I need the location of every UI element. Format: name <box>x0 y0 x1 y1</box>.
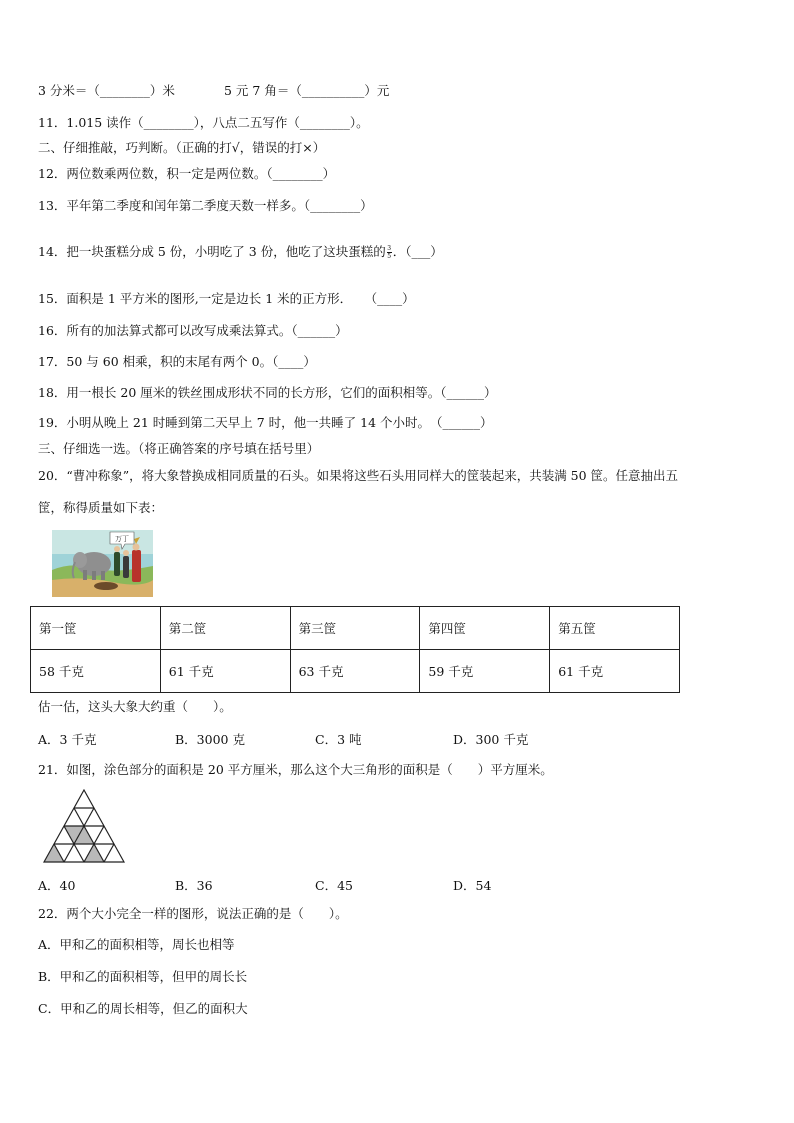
q22-option-c: C．甲和乙的周长相等，但乙的面积大 <box>38 1001 248 1016</box>
q20-option-c: C．3 吨 <box>315 732 362 747</box>
section-2-heading: 二、仔细推敲，巧判断。（正确的打√，错误的打×） <box>38 140 326 155</box>
q22-option-b: B．甲和乙的面积相等，但甲的周长长 <box>38 969 248 984</box>
section-3-heading: 三、仔细选一选。（将正确答案的序号填在括号里） <box>38 441 320 456</box>
question-11: 11．1.015 读作（________），八点二五写作（________）。 <box>38 115 369 130</box>
table-cell: 61 千克 <box>160 650 290 693</box>
question-12: 12．两位数乘两位数，积一定是两位数。（________） <box>38 166 336 181</box>
q21-option-c: C．45 <box>315 878 353 893</box>
cao-chong-weighs-elephant-illustration <box>52 530 153 597</box>
q22-option-a: A．甲和乙的面积相等，周长也相等 <box>38 937 235 952</box>
fraction-numerator: 3 <box>387 244 392 252</box>
question-18: 18．用一根长 20 厘米的铁丝围成形状不同的长方形，它们的面积相等。（______） <box>38 385 497 400</box>
table-cell: 59 千克 <box>420 650 550 693</box>
table-cell: 63 千克 <box>290 650 420 693</box>
q20-option-d: D．300 千克 <box>453 732 529 747</box>
question-16: 16．所有的加法算式都可以改写成乘法算式。（______） <box>38 323 348 338</box>
question-14-text: 14．把一块蛋糕分成 5 份，小明吃了 3 份，他吃了这块蛋糕的 <box>38 244 386 259</box>
q20-option-b: B．3000 克 <box>175 732 245 747</box>
q10-yuan-conversion: 5 元 7 角＝（__________）元 <box>224 83 390 98</box>
table-header-row <box>31 607 680 650</box>
q21-option-b: B．36 <box>175 878 213 893</box>
speech-bubble-text: 万丁 <box>115 535 129 543</box>
q20-option-a: A．3 千克 <box>38 732 97 747</box>
table-cell: 61 千克 <box>550 650 680 693</box>
table-row <box>31 650 680 693</box>
q21-option-a: A．40 <box>38 878 76 893</box>
question-22: 22．两个大小完全一样的图形，说法正确的是（ ）。 <box>38 906 348 921</box>
question-14-blank: ．（___） <box>392 244 443 259</box>
table-header-cell: 第三筐 <box>290 607 420 650</box>
question-20-line2: 筐，称得质量如下表： <box>38 500 164 515</box>
table-header-cell: 第四筐 <box>420 607 550 650</box>
table-header-cell: 第五筐 <box>550 607 680 650</box>
fraction-denominator: 5 <box>387 252 392 260</box>
question-13: 13．平年第二季度和闰年第二季度天数一样多。（________） <box>38 198 373 213</box>
question-20-line1: 20．“曹冲称象”，将大象替换成相同质量的石头。如果将这些石头用同样大的筐装起来，共装满 50 筐。任意抽出五 <box>38 468 679 483</box>
question-15: 15．面积是 1 平方米的图形,一定是边长 1 米的正方形． （____） <box>38 291 415 306</box>
question-21: 21．如图，涂色部分的面积是 20 平方厘米，那么这个大三角形的面积是（ ）平方厘米。 <box>38 762 553 777</box>
triangle-grid-figure <box>43 789 125 863</box>
basket-weights-table <box>30 606 680 693</box>
question-17: 17．50 与 60 相乘，积的末尾有两个 0。（____） <box>38 354 316 369</box>
table-cell: 58 千克 <box>31 650 161 693</box>
question-19: 19．小明从晚上 21 时睡到第二天早上 7 时，他一共睡了 14 个小时。 （______） <box>38 415 493 430</box>
table-header-cell: 第二筐 <box>160 607 290 650</box>
question-20-prompt: 估一估，这头大象大约重（ ）。 <box>38 699 232 714</box>
table-header-cell: 第一筐 <box>31 607 161 650</box>
q21-option-d: D．54 <box>453 878 492 893</box>
q10-meter-conversion: 3 分米＝（________）米 <box>38 83 175 98</box>
question-14 <box>38 244 443 260</box>
fraction-three-fifths <box>387 246 392 260</box>
